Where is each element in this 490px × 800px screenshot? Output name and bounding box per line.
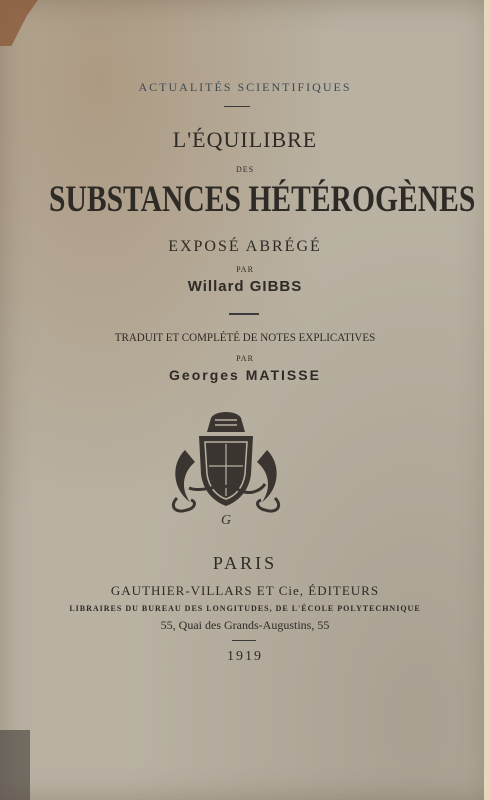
title-line-2: SUBSTANCES HÉTÉROGÈNES	[49, 179, 476, 220]
author-name: Willard GIBBS	[187, 278, 303, 295]
series-title: ACTUALITÉS SCIENTIFIQUES	[138, 80, 352, 94]
svg-text:G: G	[220, 513, 232, 528]
publication-year: 1919	[227, 649, 263, 664]
publisher-crest-icon	[165, 410, 287, 530]
page-edge	[484, 0, 490, 800]
divider-rule	[232, 640, 256, 641]
title-connector: DES	[235, 165, 255, 174]
by-label: PAR	[236, 354, 254, 363]
title-line-1: L'ÉQUILIBRE	[172, 127, 318, 152]
publisher-address: 55, Quai des Grands-Augustins, 55	[160, 618, 330, 632]
divider-rule	[229, 313, 259, 315]
publisher-affiliation: LIBRAIRES DU BUREAU DES LONGITUDES, DE L'ÉCOLE POLYTECHNIQUE	[69, 604, 421, 613]
divider-rule	[224, 106, 250, 107]
translator-name: Georges MATISSE	[169, 367, 321, 383]
by-label: PAR	[236, 265, 254, 274]
worn-spine-edge	[0, 730, 30, 800]
publication-city: PARIS	[212, 553, 278, 573]
torn-corner	[0, 0, 38, 46]
subtitle: EXPOSÉ ABRÉGÉ	[168, 238, 322, 255]
translation-note: TRADUIT ET COMPLÉTÉ DE NOTES EXPLICATIVES	[114, 330, 376, 344]
publisher-name: GAUTHIER-VILLARS ET Cie, ÉDITEURS	[110, 583, 380, 598]
